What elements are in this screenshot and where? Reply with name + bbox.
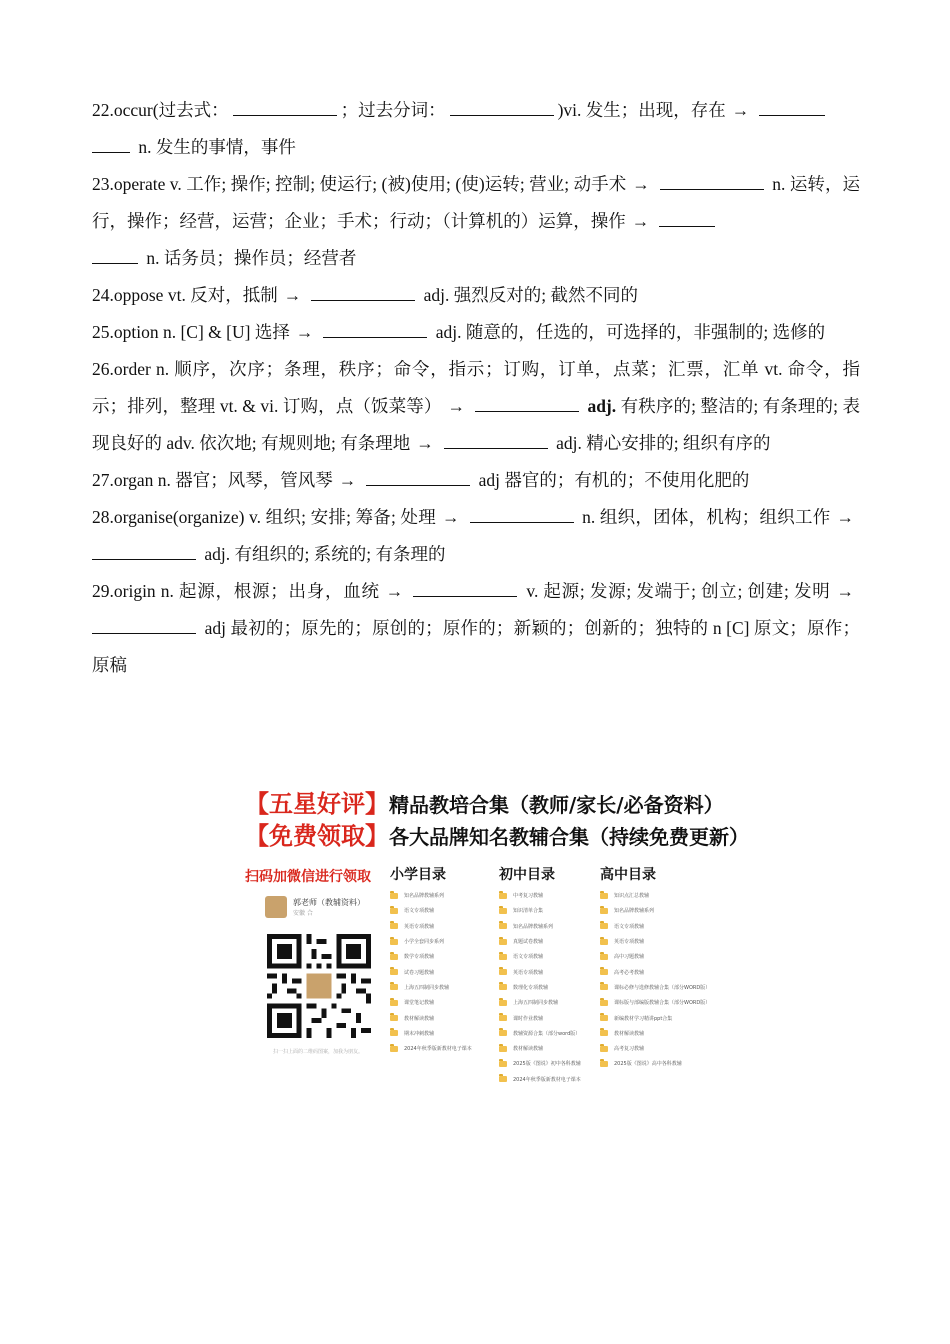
entry-text: adj. 有组织的; 系统的; 有条理的 [204, 544, 446, 564]
answer-blank [92, 619, 196, 634]
folder-label: 期末冲刺教辅 [404, 1030, 435, 1037]
folder-icon [499, 954, 507, 960]
folder-item[interactable] [600, 980, 711, 995]
folder-label: 课标必修与选修教辅合集（部分WORD版） [614, 984, 711, 991]
promo-text: 各大品牌知名教辅合集（持续免费更新） [389, 825, 749, 849]
arrow-icon: → [447, 396, 465, 416]
folder-label: 教材解读教辅 [513, 1046, 544, 1053]
folder-item[interactable] [390, 888, 490, 903]
answer-blank [92, 545, 196, 560]
vocabulary-list [92, 92, 860, 684]
folder-item[interactable] [390, 980, 490, 995]
folder-item[interactable] [499, 903, 599, 918]
qr-caption: 扫一扫上面的二维码图案，加我为朋友。 [273, 1049, 364, 1055]
folder-icon [390, 923, 398, 929]
folder-label: 数学专项教辅 [404, 954, 435, 961]
folder-item[interactable] [499, 1026, 599, 1041]
folder-label: 教材解读教辅 [404, 1015, 435, 1022]
folder-icon [499, 1015, 507, 1021]
arrow-icon: → [632, 174, 650, 194]
folder-label: 课标版与部编版教辅合集（部分WORD版） [614, 1000, 711, 1007]
entry-27 [92, 462, 860, 499]
folder-icon [499, 1061, 507, 1067]
wechat-contact-card [265, 896, 385, 920]
folder-icon [600, 939, 608, 945]
folder-item[interactable] [390, 919, 490, 934]
folder-item[interactable] [499, 980, 599, 995]
folder-icon [390, 1030, 398, 1036]
folder-item[interactable] [390, 1041, 490, 1056]
entry-text: adj. [587, 396, 617, 416]
promo-text: 精品教培合集（教师/家长/必备资料） [389, 793, 724, 817]
folder-label: 2025版《图说》高中各科教辅 [614, 1061, 682, 1068]
folder-icon [499, 1076, 507, 1082]
folder-item[interactable] [499, 1056, 599, 1071]
folder-item[interactable] [499, 919, 599, 934]
folder-icon [600, 1046, 608, 1052]
folder-label: 2025版《图说》初中各科教辅 [513, 1061, 581, 1068]
entry-25 [92, 314, 860, 351]
entry-text: adj 最初的；原先的；原创的；原作的；新颖的；创新的；独特的 n [C] 原文；原作；原稿 [92, 618, 860, 675]
folder-item[interactable] [390, 964, 490, 979]
folder-icon [390, 1000, 398, 1006]
folder-icon [499, 1000, 507, 1006]
folder-icon [390, 908, 398, 914]
folder-icon [600, 969, 608, 975]
folder-icon [600, 984, 608, 990]
contact-region: 安徽 合 [293, 910, 313, 917]
folder-label: 中考复习教辅 [513, 893, 544, 900]
entry-text: n. 运转，运行，操作；经营，运营；企业；手术；行动；（计算机的）运算，操作 [92, 174, 861, 231]
folder-label: 教辅资源合集（部分word版） [513, 1030, 581, 1037]
entry-text: n. 组织，团体，机构；组织工作 [582, 507, 831, 527]
folder-list [600, 888, 711, 1072]
folder-item[interactable] [499, 934, 599, 949]
folder-icon [390, 1015, 398, 1021]
entry-24 [92, 277, 860, 314]
folder-icon [499, 1030, 507, 1036]
folder-label: 知名品牌教辅系列 [513, 923, 554, 930]
folder-icon [600, 1061, 608, 1067]
answer-blank [311, 286, 415, 301]
entry-text: 有秩序的; 整洁的; 有条理的; 表现良好的 adv. 依次地; 有规则地; 有条理地 [92, 396, 861, 453]
answer-blank [92, 249, 138, 264]
answer-blank [759, 101, 825, 116]
folder-label: 2024年秋季版新教材电子课本 [513, 1076, 581, 1083]
arrow-icon: → [338, 470, 357, 490]
entry-text: 25.option n. [C] & [U] 选择 [92, 322, 290, 342]
folder-label: 语文专项教辅 [404, 908, 435, 915]
answer-blank [660, 175, 764, 190]
entry-26 [92, 351, 860, 462]
promo-line-1 [245, 788, 724, 820]
folder-label: 高考复习教辅 [614, 1046, 645, 1053]
answer-blank [659, 212, 715, 227]
folder-label: 高考必考教辅 [614, 969, 645, 976]
entry-text: 28.organise(organize) v. 组织; 安排; 筹备; 处理 [92, 507, 437, 527]
folder-icon [600, 908, 608, 914]
folder-item[interactable] [499, 995, 599, 1010]
folder-item[interactable] [600, 964, 700, 979]
arrow-icon: → [836, 581, 854, 601]
folder-label: 上海五四制同步教辅 [513, 1000, 559, 1007]
arrow-icon: → [442, 507, 460, 527]
arrow-icon: → [385, 581, 404, 601]
promo-badge: 【免费领取】 [245, 822, 389, 850]
folder-label: 课堂笔记教辅 [404, 1000, 435, 1007]
folder-item[interactable] [600, 888, 700, 903]
folder-label: 高中习题教辅 [614, 954, 645, 961]
arrow-icon: → [295, 322, 314, 342]
promo-content [245, 866, 711, 1083]
column-title: 初中目录 [499, 867, 555, 883]
folder-icon [390, 969, 398, 975]
folder-item[interactable] [390, 934, 490, 949]
answer-blank [413, 582, 517, 597]
folder-icon [600, 1015, 608, 1021]
entry-text: 27.organ n. 器官；风琴，管风琴 [92, 470, 333, 490]
folder-list [499, 888, 599, 1087]
primary-school-directory [390, 866, 490, 1056]
entry-23 [92, 166, 860, 277]
folder-icon [600, 954, 608, 960]
entry-text: 23.operate v. 工作; 操作; 控制; 使运行; (被)使用; (使)运转; 营业; 动手术 [92, 174, 627, 194]
entry-text: 24.oppose vt. 反对，抵制 [92, 285, 278, 305]
folder-label: 小学全套同步系列 [404, 939, 445, 946]
folder-icon [600, 1030, 608, 1036]
entry-text: adj. 随意的，任选的，可选择的，非强制的; 选修的 [435, 322, 826, 342]
folder-label: 上海五四制同步教辅 [404, 984, 450, 991]
arrow-icon: → [836, 507, 855, 527]
folder-icon [499, 908, 507, 914]
folder-item[interactable] [499, 1072, 599, 1087]
folder-label: 语文专项教辅 [513, 954, 544, 961]
arrow-icon: → [631, 211, 650, 231]
folder-item[interactable] [499, 949, 599, 964]
contact-name: 郭老师（教辅资料） [293, 898, 365, 907]
folder-item[interactable] [600, 995, 711, 1010]
folder-label: 知名品牌教辅系列 [404, 893, 445, 900]
promo-banner[interactable] [245, 788, 749, 1083]
folder-item[interactable] [600, 903, 700, 918]
senior-school-directory [600, 866, 711, 1072]
folder-icon [499, 984, 507, 990]
folder-icon [499, 893, 507, 899]
folder-label: 新编教材学习精讲ppt合集 [614, 1015, 673, 1022]
folder-icon [390, 1046, 398, 1052]
entry-22 [92, 92, 860, 166]
folder-list [390, 888, 490, 1056]
folder-label: 英语专项教辅 [513, 969, 544, 976]
folder-icon [600, 893, 608, 899]
column-title: 小学目录 [390, 867, 446, 883]
folder-label: 知名品牌教辅系列 [614, 908, 655, 915]
folder-item[interactable] [390, 1026, 490, 1041]
answer-blank [92, 138, 130, 153]
folder-icon [600, 1000, 608, 1006]
folder-label: 课时作业教辅 [513, 1015, 544, 1022]
folder-item[interactable] [499, 888, 599, 903]
entry-text: 29.origin n. 起源，根源；出身，血统 [92, 581, 380, 601]
folder-item[interactable] [600, 1010, 700, 1025]
folder-item[interactable] [390, 1010, 490, 1025]
answer-blank [470, 508, 574, 523]
answer-blank [444, 434, 548, 449]
folder-icon [390, 954, 398, 960]
answer-blank [233, 101, 337, 116]
folder-label: 数理化专项教辅 [513, 984, 549, 991]
avatar [265, 896, 287, 918]
folder-item[interactable] [600, 1041, 700, 1056]
folder-icon [499, 923, 507, 929]
folder-label: 教材解读教辅 [614, 1030, 645, 1037]
promo-badge: 【五星好评】 [245, 790, 389, 818]
answer-blank [323, 323, 427, 338]
folder-item[interactable] [390, 949, 490, 964]
folder-label: 试卷习题教辅 [404, 969, 435, 976]
folder-icon [390, 939, 398, 945]
folder-item[interactable] [499, 1010, 599, 1025]
folder-icon [390, 893, 398, 899]
folder-item[interactable] [600, 934, 700, 949]
folder-icon [499, 969, 507, 975]
entry-29 [92, 573, 860, 684]
folder-icon [390, 984, 398, 990]
folder-item[interactable] [499, 1041, 599, 1056]
folder-item[interactable] [600, 949, 700, 964]
promo-line-2 [245, 820, 749, 852]
folder-item[interactable] [499, 964, 599, 979]
answer-blank [366, 471, 470, 486]
entry-text: )vi. 发生；出现，存在 [557, 100, 726, 120]
qr-code-icon[interactable] [267, 934, 371, 1038]
folder-item[interactable] [600, 1026, 700, 1041]
entry-28 [92, 499, 860, 573]
arrow-icon: → [416, 433, 434, 453]
folder-label: 真题试卷教辅 [513, 939, 544, 946]
entry-text: 22.occur(过去式： [92, 100, 229, 120]
scan-label: 扫码加微信进行领取 [245, 869, 371, 885]
folder-item[interactable] [600, 919, 700, 934]
folder-label: 英语专项教辅 [404, 923, 435, 930]
entry-text: v. 起源; 发源; 发端于; 创立; 创建; 发明 [526, 581, 831, 601]
junior-school-directory [499, 866, 599, 1087]
entry-text: n. 话务员；操作员；经营者 [146, 248, 357, 268]
folder-icon [600, 923, 608, 929]
folder-item[interactable] [390, 903, 490, 918]
entry-text: adj 器官的；有机的；不使用化肥的 [478, 470, 750, 490]
folder-label: 知识点汇总教辅 [614, 893, 650, 900]
entry-text: adj. 强烈反对的; 截然不同的 [423, 285, 638, 305]
entry-text: ；过去分词： [340, 100, 446, 120]
folder-label: 英语专项教辅 [614, 939, 645, 946]
answer-blank [475, 397, 579, 412]
folder-label: 2024年秋季版新教材电子课本 [404, 1046, 472, 1053]
entry-text: n. 发生的事情，事件 [138, 137, 296, 157]
folder-label: 知识清单合集 [513, 908, 544, 915]
folder-item[interactable] [600, 1056, 700, 1071]
folder-label: 语文专项教辅 [614, 923, 645, 930]
folder-icon [499, 1046, 507, 1052]
arrow-icon: → [731, 100, 750, 120]
column-title: 高中目录 [600, 867, 656, 883]
entry-text: 26.order n. 顺序，次序；条理，秩序；命令，指示；订购，订单，点菜；汇票，汇单 vt. 命令，指示；排列，整理 vt. & vi. 订购，点（饭菜等） [92, 359, 860, 416]
answer-blank [450, 101, 554, 116]
folder-icon [499, 939, 507, 945]
arrow-icon: → [283, 285, 302, 305]
folder-item[interactable] [390, 995, 490, 1010]
entry-text: adj. 精心安排的; 组织有序的 [556, 433, 771, 453]
